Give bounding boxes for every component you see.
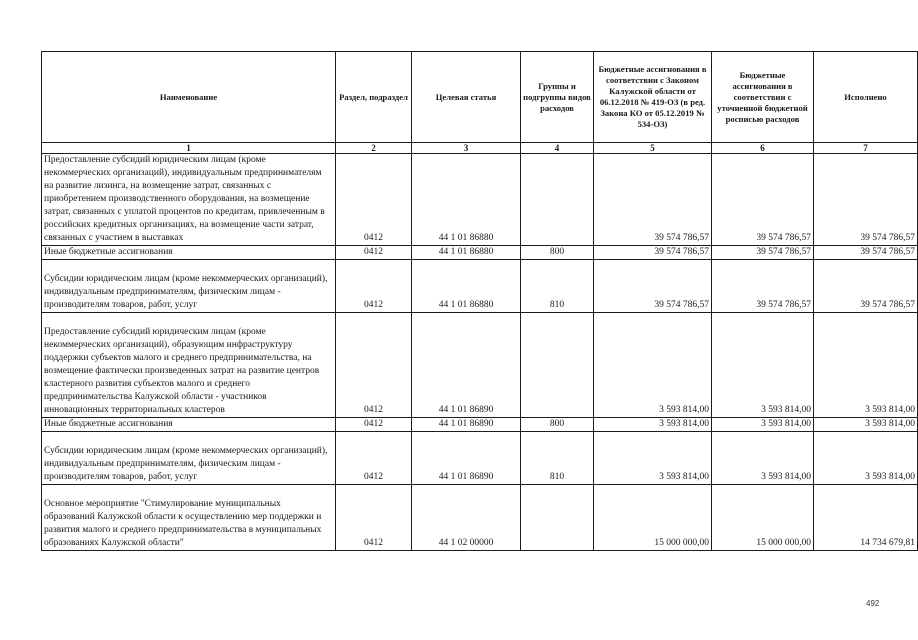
row-target: 44 1 01 86880 <box>412 154 521 246</box>
row-name: Основное мероприятие "Стимулирование муниципальных образований Калужской области к осуществлению мер поддержки и развития малого и среднего предпринимательства в муниципальных образованиях Калужской области" <box>42 485 336 551</box>
column-number: 1 <box>42 143 336 154</box>
row-executed: 39 574 786,57 <box>814 260 918 313</box>
row-budget-law: 39 574 786,57 <box>594 260 712 313</box>
row-budget-roster: 3 593 814,00 <box>712 313 814 418</box>
table-row <box>42 418 918 432</box>
column-number: 6 <box>712 143 814 154</box>
row-budget-law: 39 574 786,57 <box>594 246 712 260</box>
row-executed: 3 593 814,00 <box>814 432 918 485</box>
row-group: 800 <box>521 418 594 432</box>
row-target: 44 1 01 86890 <box>412 432 521 485</box>
row-budget-roster: 39 574 786,57 <box>712 246 814 260</box>
row-budget-roster: 39 574 786,57 <box>712 154 814 246</box>
row-group <box>521 485 594 551</box>
header-target-article: Целевая статья <box>412 52 521 143</box>
row-target: 44 1 01 86880 <box>412 260 521 313</box>
row-executed: 39 574 786,57 <box>814 246 918 260</box>
row-target: 44 1 02 00000 <box>412 485 521 551</box>
row-executed: 39 574 786,57 <box>814 154 918 246</box>
page-number: 492 <box>866 599 880 608</box>
column-number: 5 <box>594 143 712 154</box>
row-budget-law: 3 593 814,00 <box>594 418 712 432</box>
row-executed: 3 593 814,00 <box>814 313 918 418</box>
row-budget-roster: 15 000 000,00 <box>712 485 814 551</box>
row-target: 44 1 01 86890 <box>412 313 521 418</box>
table-row <box>42 260 918 313</box>
row-budget-roster: 3 593 814,00 <box>712 432 814 485</box>
table-row <box>42 432 918 485</box>
row-executed: 3 593 814,00 <box>814 418 918 432</box>
table-row <box>42 313 918 418</box>
row-section: 0412 <box>336 313 412 418</box>
header-expense-group: Группы и подгруппы видов расходов <box>521 52 594 143</box>
row-name: Иные бюджетные ассигнования <box>42 246 336 260</box>
header-name: Наименование <box>42 52 336 143</box>
table-row <box>42 246 918 260</box>
row-section: 0412 <box>336 246 412 260</box>
row-section: 0412 <box>336 260 412 313</box>
row-group: 810 <box>521 260 594 313</box>
row-name: Предоставление субсидий юридическим лицам (кроме некоммерческих организаций), индивидуальным предпринимателям на развитие лизинга, на возмещение затрат, связанных с приобретением производственного оборудования, на возмещение затрат, связанных с уплатой процентов по кредитам, привлеченным в российских кредитных организациях, на возмещение части затрат, связанных с участием в выставках <box>42 154 336 246</box>
row-executed: 14 734 679,81 <box>814 485 918 551</box>
header-budget-roster: Бюджетные ассигнования в соответствии с уточненной бюджетной росписью расходов <box>712 52 814 143</box>
table-row <box>42 485 918 551</box>
table-row <box>42 154 918 246</box>
row-budget-roster: 39 574 786,57 <box>712 260 814 313</box>
row-name: Предоставление субсидий юридическим лицам (кроме некоммерческих организаций), образующим инфраструктуру поддержки субъектов малого и среднего предпринимательства, на возмещение фактически произведенных затрат на развитие центров кластерного развития субъектов малого и среднего предпринимательства Калужской области - участников инновационных территориальных кластеров <box>42 313 336 418</box>
row-target: 44 1 01 86890 <box>412 418 521 432</box>
row-group <box>521 313 594 418</box>
row-group: 810 <box>521 432 594 485</box>
row-name: Субсидии юридическим лицам (кроме некоммерческих организаций), индивидуальным предпринимателям, физическим лицам - производителям товаров, работ, услуг <box>42 432 336 485</box>
row-target: 44 1 01 86880 <box>412 246 521 260</box>
row-budget-law: 15 000 000,00 <box>594 485 712 551</box>
row-budget-law: 3 593 814,00 <box>594 313 712 418</box>
row-budget-roster: 3 593 814,00 <box>712 418 814 432</box>
row-budget-law: 39 574 786,57 <box>594 154 712 246</box>
row-budget-law: 3 593 814,00 <box>594 432 712 485</box>
header-executed: Исполнено <box>814 52 918 143</box>
row-section: 0412 <box>336 418 412 432</box>
budget-execution-table <box>41 51 918 551</box>
header-row <box>42 52 918 143</box>
header-section: Раздел, подраздел <box>336 52 412 143</box>
row-name: Субсидии юридическим лицам (кроме некоммерческих организаций), индивидуальным предпринимателям, физическим лицам - производителям товаров, работ, услуг <box>42 260 336 313</box>
row-section: 0412 <box>336 485 412 551</box>
header-budget-law: Бюджетные ассигнования в соответствии с Законом Калужской области от 06.12.2018 № 419-ОЗ (в ред. Закона КО от 05.12.2019 № 534-ОЗ) <box>594 52 712 143</box>
column-number: 2 <box>336 143 412 154</box>
row-name: Иные бюджетные ассигнования <box>42 418 336 432</box>
column-number: 7 <box>814 143 918 154</box>
row-section: 0412 <box>336 154 412 246</box>
row-group: 800 <box>521 246 594 260</box>
column-number: 4 <box>521 143 594 154</box>
column-number: 3 <box>412 143 521 154</box>
column-number-row <box>42 143 918 154</box>
row-group <box>521 154 594 246</box>
row-section: 0412 <box>336 432 412 485</box>
